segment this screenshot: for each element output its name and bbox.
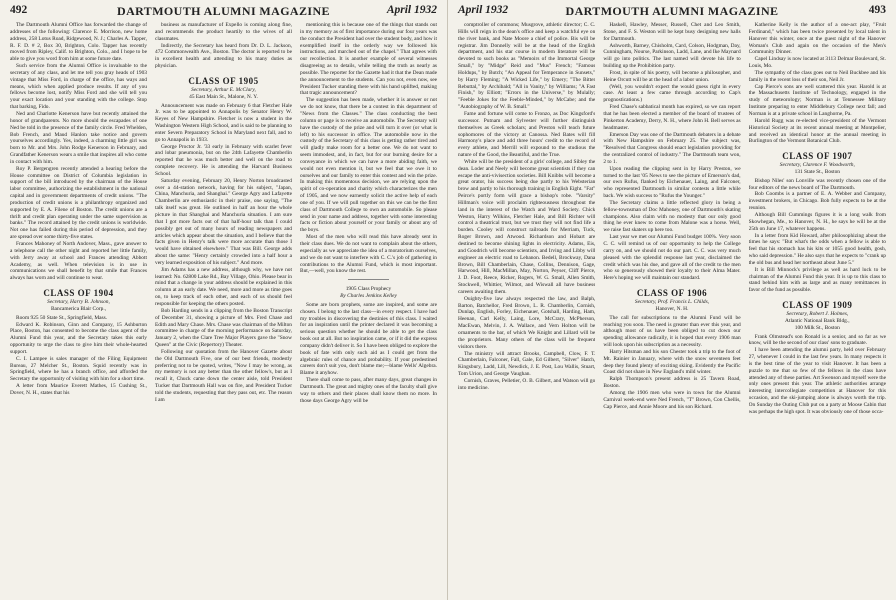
prophecy-title: 1905 Class Prophecy bbox=[345, 286, 392, 293]
issue-date: April 1932 bbox=[458, 4, 509, 16]
paragraph: Frances Mahoney of North Andover, Mass., gave answer to a telephone call the other night and reported her little family, with Jerry away at school and Frances attending Abbott Academy, as well. When television is in use in communications we shall benefit by that smile that Frances always has worn and will continue to wear. bbox=[10, 241, 147, 282]
column-1 bbox=[458, 22, 595, 594]
class-title: CLASS OF 1904 bbox=[43, 288, 114, 299]
paragraph: It is Bill Minnock's privilege as well as hard luck to be chairman of the Alumni Fund this year. It is up to this class to stand behind him with as large and as many remittances in favor of the fund as possible. bbox=[748, 266, 886, 294]
paragraph: I have been attending the alumni party, held over February 27, whenever I could in the last few years. In many respects it is the best time of the year to visit Hanover. It has been a puzzle to me that so few of the fellows in the class have attended any of these parties. Art Swenson and myself were the only ones present this year. The athletic authorities arrange interesting intercollegiate competition at Hanover for this occasion, and the ski-jumping alone is always worth the trip. On Sunday the Outing Club put on a party at Moose Cabin that was perhaps the high spot. It was obviously one of those occa- bbox=[748, 347, 886, 415]
class-heading bbox=[155, 76, 292, 101]
paragraph: George Proctor Jr. '33 early in February with scarlet fever and lobar pneumonia, but on the 24th Lafayette Chamberlin reported that he was much better and well on the road to complete recovery. He is attending the Harvard Business School. bbox=[155, 143, 292, 177]
right-page bbox=[448, 0, 896, 600]
class-title: CLASS OF 1905 bbox=[188, 75, 259, 86]
paragraph: Most of the men who will read this have already sent in their class dues. We do not want to complain about the others, especially as we appreciate the idea of a moratorium ourselves, and we do not want to interfere with C. C.'s job of gathering in contributions to the Alumni Fund, which is most important. But,—well, you know the rest. bbox=[300, 234, 437, 275]
class-address: Bancamerica Blair Corp., bbox=[50, 305, 107, 312]
paragraph: Upon reading the clipping sent in by Harry Preston, we turned to the last '05 News to see the picture of Emerson's dad, our own Rufus, flanked by Eichenauer, Laing, and Falconer, who represented Dartmouth in similar contests a little while back. We wish success to "Rufus the Younger." bbox=[603, 165, 741, 200]
text-columns bbox=[458, 22, 886, 594]
paragraph: Harold Rugg was re-elected vice-president of the Vermont Historical Society at its recent annual meeting at Montpelier, and received an identical honor at the annual meeting in Burlington of the Vermont Botanical Club. bbox=[748, 117, 886, 145]
paragraph: Frost, in spite of his poetry, will become a philosopher, and Heine Orcutt will be at the head of a labor union. bbox=[603, 69, 741, 83]
paragraph: The call for subscriptions to the Alumni Fund will be reaching you soon. The need is greater than ever this year, and although most of us have been obliged to cut down our spending allowance radically, it is hoped that every 1906 man will look upon his subscription as a necessity. bbox=[603, 314, 741, 349]
paragraph: Following our quotation from the Hanover Gazette about the Old Dartmouth Five, one of our best friends, modestly preferring not to be quoted, writes, "Now I may be wrong, as my memory is not any better than the other fellow's, but as I recall it, Chuck came down the center aisle, told President Tucker that Dartmouth Hall was on fire, and President Tucker told the students, requesting that they pass out, etc. The reason I am bbox=[155, 348, 292, 403]
paragraph: The suggestion has been made, whether it is answer or not we do not know, that there be a contest in this department of "News from the Classes." The class conducting the best column or page is to receive an automobile. The Secretary will have the custody of the prize and will turn it over (or what is left) to his successor in office. The automobile now in the custody of the Secretary of this class is getting rather tired and will gladly make room for a better one. We do not want to seem immodest, and, in fact, but for our burning desire for a conveyance in which we can have a more abiding faith, we would not even mention it, but we feel that we owe it to ourselves and our family to enter this contest and win the prize. In making this momentous decision, we are relying upon the spirit of co-operation and charity which characterizes the men of 1905, and we now earnestly solicit the active help of each one of you. If we will pull together on this we can be the first class of Dartmouth College to own an automobile. So please send in your name and address, together with some interesting facts or fiction about yourself or your family or about any of the boys. bbox=[300, 97, 437, 234]
paragraph: Saturday evening, February 20, Henry Norton broadcasted over a 44-station network, having for his subject, "Japan, China, Manchuria, and Shanghai." George Agry and Lafayette Chamberlin are enthusiastic in their praise, one saying, "The talk itself was great. He outlined in half an hour the whole picture in that Shanghai and Manchuria situation. I am sure that I got more facts out of that half-hour talk than I could possibly get out of many hours of reading newspapers and articles which appear about the situation, and I believe that the facts given in Henry's talk were more accurate than those I would have obtained elsewhere." That was Bill. George adds about the same: "Henry certainly crowded into a half hour a very learned exposition of his subject." And more. bbox=[155, 177, 292, 266]
class-address: Atlantic National Bank Bldg., bbox=[785, 317, 850, 324]
class-secretary: Secretary, Arthur E. McClary, bbox=[191, 86, 256, 93]
paragraph: Harry Hitsman and his son Chester took a trip to the foot of Mt. Rainier in January, where with the snow seventeen feet deep they found plenty of exciting skiing. Evidently the Pacific Coast did not share in New England's mild winter. bbox=[603, 348, 741, 376]
paragraph: (Well, you wouldn't expect the would guess right in every case. At least a few came through according to Cap's prognostications.) bbox=[603, 83, 741, 104]
page-header bbox=[458, 4, 886, 20]
column-3 bbox=[300, 22, 437, 594]
paragraph: Among the 1906 men who were in town for the Alumni Carnival week-end were Ned French, "T" Brown, Con Chellis, Cap Pierce, and Annie Moore and his son Richard. bbox=[603, 389, 741, 410]
prophecy-heading bbox=[300, 286, 437, 300]
paragraph: Frank Olmstead's son Ronald is a senior, and so far as we know, will be the second of our class' sons to graduate. bbox=[748, 333, 886, 347]
class-address: Hanover, N. H. bbox=[655, 305, 689, 312]
paragraph: Some are born prophets, some are inspired, and some are chosen. I belong to the last class—in every respect. I have had my troubles in discovering the destinies of this class. I waited for an inspiration until the printer declared it was becoming a serious question whether he should be able to get the class book out at all. But no inspiration came, or if it did the express company didn't deliver it. So I have been obliged to explore the book of fate with only such aid as I could get from the algebraic rules of chance and probability. If your predestined careers don't suit you, don't blame me;—blame Wells' Algebra. Blame it anyhow. bbox=[300, 301, 437, 377]
column-2 bbox=[155, 22, 292, 594]
paragraph: Ralph Thompson's present address is 25 Tavern Road, Boston. bbox=[603, 376, 741, 390]
class-secretary: Secretary, Robert J. Holmes, bbox=[786, 311, 849, 318]
page-number: 493 bbox=[868, 4, 886, 16]
column-2 bbox=[603, 22, 740, 594]
paragraph: Announcement was made on February 6 that Fletcher Hale Jr. was to be appointed to Annapolis by Senator Henry W. Keyes of New Hampshire. Fletcher is now a student in the Washington Western High School, and is said to be planning to enter Severn Preparatory School in Maryland next fall, and to go to Annapolis in 1933. bbox=[155, 102, 292, 143]
paragraph: Bishop Niles' son Lonville was recently chosen one of the four editors of the news board of The Dartmouth. bbox=[748, 177, 886, 191]
class-heading bbox=[603, 288, 740, 313]
paragraph: Emerson Day was one of the Dartmouth debaters in a debate with New Hampshire on February 25. The subject was, "Resolved that Congress should enact legislation providing for the centralized control of industry." The Dartmouth team won, 2 to 1. bbox=[603, 131, 741, 165]
class-address: 131 State St., Boston bbox=[794, 168, 841, 175]
paragraph: mentioning this is because one of the things that stands out in my memory as of first importance during our four years was the conduct the President had over the student body, and how it exemplified itself in the orderly way we followed his instructions, and marched out of the chapel." That agrees with our recollection. It is another example of several witnesses disagreeing as to details, while telling the truth as nearly as possible. The reporter for the Gazette had it that the Dean made the announcement to the students. Can you not, even now, see President Tucker standing there with his hand uplifted, making that tragic announcement? bbox=[300, 22, 437, 97]
magazine-title: DARTMOUTH ALUMNI MAGAZINE bbox=[117, 4, 330, 18]
class-heading bbox=[749, 300, 886, 331]
class-address: 100 Milk St., Boston bbox=[794, 324, 840, 331]
page-header bbox=[10, 4, 437, 20]
prophecy-author: By Charles Jenkins Kelley bbox=[340, 293, 397, 300]
class-title: CLASS OF 1909 bbox=[782, 300, 853, 311]
column-1 bbox=[10, 22, 147, 594]
paragraph: Room 925 50 State St., Springfield, Mass. bbox=[16, 314, 108, 321]
class-title: CLASS OF 1906 bbox=[636, 288, 708, 299]
divider bbox=[348, 279, 389, 280]
class-address: 45 East Main St., Malone, N. Y. bbox=[189, 93, 258, 100]
paragraph: Bob Coombs is a partner of E. A. Webber and Company, investment brokers, in Chicago. Bob fully expects to be at the reunion. bbox=[748, 191, 886, 212]
paragraph: The ministry will attract Brooks, Campbell, Clow, F. T. Chamberlain, Falconer, Fall, Gale, Ed Gilbert, "Silver" Hatch, Kingsbury, Ladd, Lill, Newdick, J. E. Post, Lou Wallis, Stuart, Tom Urion, and George Vaughan. bbox=[458, 350, 596, 378]
paragraph: Ouighty-five law always respected the law, and Balph, Barton, Batchellor, Fred Brown, L. R. Chamberlin, Cornish, Dunlap, English, Forley, Eichenauer, Gotshall, Harding, Ham, Heenan, Carl Kelly, Laing, Lore, McCrary, McPherson, MacEwan, Melvin, J. A. Wallace, and Vern Holton will be ornaments to the bar, of which We Knight and Lillard will be the proprietors. Many others of the class will be frequent visitors there. bbox=[458, 295, 596, 350]
class-title: CLASS OF 1907 bbox=[782, 151, 853, 162]
paragraph: Fame and fortune will come to Fronzo, as Doc Kingsford's successor. Putnam and Sylvester will further distinguish themselves as Greek scholars; and Preston will teach future sophomores of the victory at Canossa. Ned Bates will fill Harmony's place and add three hours' credit to the record of every athlete, and Merrill will expound to the studious the nature of the Good, the Beautiful, and the True. bbox=[458, 110, 596, 159]
paragraph: Capel Lindsay is now located at 3113 Delmar Boulevard, St. Louis, Mo. bbox=[748, 56, 886, 70]
issue-date: April 1932 bbox=[386, 4, 437, 16]
paragraph: Indirectly, the Secretary has heard from Dr. D. L. Jackson, 472 Commonwealth Ave., Boston. The doctor is reported to be in excellent health and attending to his many duties as physician. bbox=[155, 42, 292, 70]
paragraph: Jim Adams has a new address, although why, we have not learned: No. 62800 Lake Rd., Bay Village, Ohio. Please bear in mind that a change in your address should be explained in this column at an early date. We need, more and more as time goes on, to keep track of each other, and each of us should feel responsible for keeping the others posted. bbox=[155, 266, 292, 307]
paragraph: C. I. Lampee is sales manager of the Filing Equipment Bureau, 27 Melcher St., Boston. Squid recently was in Springfield, where he has a branch office, and afforded the Secretary the opportunity of visiting with him for a short time. bbox=[10, 355, 147, 383]
paragraph: Katherine Kelly is the author of a one-act play, "Fruit Ferdinand," which has been twice presented by local talent in Hanover this winter, once at the guest night of the Hanover Woman's Club and again on the occasion of the Men's Community Dinner. bbox=[748, 22, 886, 56]
paragraph: White will be the president of a girls' college, and Sibley the dean. Loder and Neely will become great scientists if they can escape the anti-vivisection societies. Bill Knibbs will become a great orator, his success being due partly to his Websterian brow and partly to his thorough training in English Eight. "Fat" Peirce's portly form will grace a bishop's robe. "Varsity" Hillman's voice will proclaim righteousness throughout the land in the interest of the Watch and Ward Society. Chick Weston, Harry Wilkins, Fletcher Hale, and Bill Richter will control a theatrical trust, but we trust they will not find life a burden. Cooley will construct railroads for Merriam, Tuck, Roger Brown, and Atwood. Richardson and Hobart are destined to become shining lights in electricity. Adams, Eis, and Goodrich will become scientists, and Irving and Libby will engineer an electric road to Lebanon. Bedell, Brockway, Dana Brown, Bill Chamberlain, Chase, Collins, Dennison, Gage, Harwood, Hill, MacMillan, May, Norton, Peyser, Cliff Pierce, J. D. Foot, Reece, Ricker, Rogers, W. G. Small, Allen Smith, Stockwell, Whittier, Wilmot, and Wiswall all have business careers awaiting them. bbox=[458, 158, 596, 295]
paragraph: business as manufacturer of Expello is coming along fine, and recommends the product heartily to the wives of all classmates. bbox=[155, 22, 292, 42]
paragraph: Edward K. Robinson, Ginn and Company, 15 Ashburton Place, Boston, has consented to become the class agent of the Alumni Fund this year, and the Secretary takes this early opportunity to urge the class to give him their whole-hearted support. bbox=[10, 321, 147, 355]
class-heading bbox=[10, 288, 147, 313]
paragraph: In a letter from Kid Howard, after philosophizing about the times he says: "But what's the odds when a fellow is able to feel that his stomach has his kits or 1055 good health, gosh, who said depression." He also says that he expects to "crank up the old bus and head her northeast about June 5." bbox=[748, 232, 886, 266]
paragraph: The Dartmouth Alumni Office has forwarded the change of addresses of the following: Clarence E. Morrison, new home address, 258 Lotus Road, Ridgewood, N. J.; Charles A. Tapper, R. F. D. # 2, Box 30, Brighton, Colo. Tapper has recently moved from Ripley, Calif. to Brighton, Colo., and I hope to be able to give you word from him at some future date. bbox=[10, 22, 147, 63]
paragraph: Haskell, Hawley, Messer, Russell, Chet and Leo Smith, Stone, and F. S. Weston will be kept busy designing new halls for Dartmouth. bbox=[603, 22, 741, 42]
paragraph: Fred Chase's sabbatical month has expired, so we can report that he has been elected a member of the board of trustees of Pinkerton Academy, Derry, N. H., where John H. Bell serves as headmaster. bbox=[603, 104, 741, 131]
class-secretary: Secretary, Prof. Francis L. Childs, bbox=[634, 299, 710, 306]
class-secretary: Secretary, Clarence F. Woodworth, bbox=[779, 162, 855, 169]
class-heading bbox=[749, 151, 886, 176]
paragraph: Roy P. Bergengren recently attended a hearing before the House committee on District of Columbia legislation in support of the bill introduced by the chairman of the House labor committee, authorizing the establishment in the national capital and in government departments of credit unions. "The production of credit unions is a philanthropy organized and supported by E. A. Filene of Boston. The credit unions are a thrift and credit plan operating under the same supervision as banks." The record attained by the credit unions is worldwide. Not one has failed during this period of depression, and they are spread over some thirty-five states. bbox=[10, 165, 147, 241]
paragraph: There shall come to pass, after many days, great changes in Dartmouth. The great and mighty ones of the faculty shall give way to others and their places shall know them no more. In those days George Agry will be bbox=[300, 377, 437, 404]
text-columns bbox=[10, 22, 437, 594]
paragraph: Such service from the Alumni Office is invaluable to the secretary of any class, and let me tell you gray heads of 1903 vintage that Miss Ford, in charge of the office, has ways and means, which when applied produce results. If any of you fellows become lost, notify Miss Ford and she will tell you your exact location and your standing with the college. Stop that barking, Fido. bbox=[10, 63, 147, 111]
paragraph: Cornish, Graves, Pelletier, O. B. Gilbert, and Watson will go into medicine. bbox=[458, 377, 596, 391]
paragraph: The sympathy of the class goes out to Neil Buckbee and his family in the recent loss of their son, Neil Jr. bbox=[748, 69, 886, 83]
paragraph: Ashworth, Barney, Chisholm, Card, Colson, Hodgman, Day, Cunningham, Nourse, Parkinson, Ladd, Lane, and Ike Maynard will go into politics. The last named will devote his life to building up the Prohibition party. bbox=[603, 42, 741, 70]
paragraph: comptroller of commons; Musgrove, athletic director; C. C. Hills will reign in the dean's office and keep a watchful eye on the river bank, and Nate Moore a chief of police. Bis will be registrar. Jim Donnelly will be at the head of the English department, and his star course in modern literature will be devoted to such books as "Memoirs of the Immortal George Small," by "Midge" Reid and "Mus" French; "Famous Holdups," by Butch; "An Appeal for Temperance in Sunsets," by Harry Fleming; "A Wicked Life," by Emery; "The Bitter Rebuttal," by Archibald; "All in Vanity," by Williams; "A Fast Finish," by Elliott; "Errors in the Universe," by Mulally; "Feeble Jokes for the Feeble-Minded," by McCabe; and the "Autobiography of W. B. Small." bbox=[458, 22, 596, 111]
paragraph: A letter from Maurice Everett Mathes, 15 Cushing St., Dover, N. H., states that his bbox=[10, 383, 147, 396]
page-number: 492 bbox=[10, 4, 28, 16]
paragraph: Ned and Charlotte Kenerson have but recently attained the honor of grandparents. No more should the escapades of one Ned be told in the presence of the family circle. Fred Whelden, Bob French, and Maud Hanlon take notice and govern yourselves accordingly. Yes, indeed, a charming little girl was born to Mr. and Mrs. John Rodge Kenerson in February, and Grandfather Kenerson wears a smile that inspires all who come in contact with him. bbox=[10, 110, 147, 165]
paragraph: The Secretary claims a little reflected glory in being a fellow-townsman of Doc Mahoney, one of Dartmouth's skating champions. Also claim with no modesty that our only good thing he ever knew to come from Malone was a horse. Well, we raise fast skaters up here too. bbox=[603, 199, 741, 234]
paragraph: Last year we met our Alumni Fund budget 100%. Very soon C. C. will remind us of our opportunity to help the College carry on, and we should not do our part. C. C. was very much pleased with the splendid response last year, disclaimed the credit which was his due, and gave all of the credit to the men who so generously showed their loyalty to their Alma Mater. Here's hoping we will maintain our standard. bbox=[603, 234, 741, 282]
paragraph: Cap Pierce's sons are well scattered this year. Harold is at the Massachusetts Institute of Technology, engaged in the study of meteorology; Norman is at Tennessee Military Institute preparing to enter Middlebury College next fall; and Norman is at a private school in Langhorne, Pa. bbox=[748, 83, 886, 117]
column-3 bbox=[749, 22, 886, 594]
class-secretary: Secretary, Harry B. Johnson, bbox=[47, 299, 110, 306]
magazine-title: DARTMOUTH ALUMNI MAGAZINE bbox=[565, 4, 779, 18]
paragraph: Although Bill Cummings figures it is a long walk from Skowhegan, Me., to Hanover, N. H., he says he will be at the 25th on June 17, whatever happens. bbox=[748, 212, 886, 232]
paragraph: Bob Harding sends in a clipping from the Boston Transcript of December 31, showing a picture of Mrs. Fred Chase and Edith and Mary Chase. Mrs. Chase was chairman of the Milton committee in charge of the morning performance on Saturday, January 2, when the Clare Tree Major Players gave the "Snow Queen" at the Civic (Repertory) Theater. bbox=[155, 307, 292, 349]
